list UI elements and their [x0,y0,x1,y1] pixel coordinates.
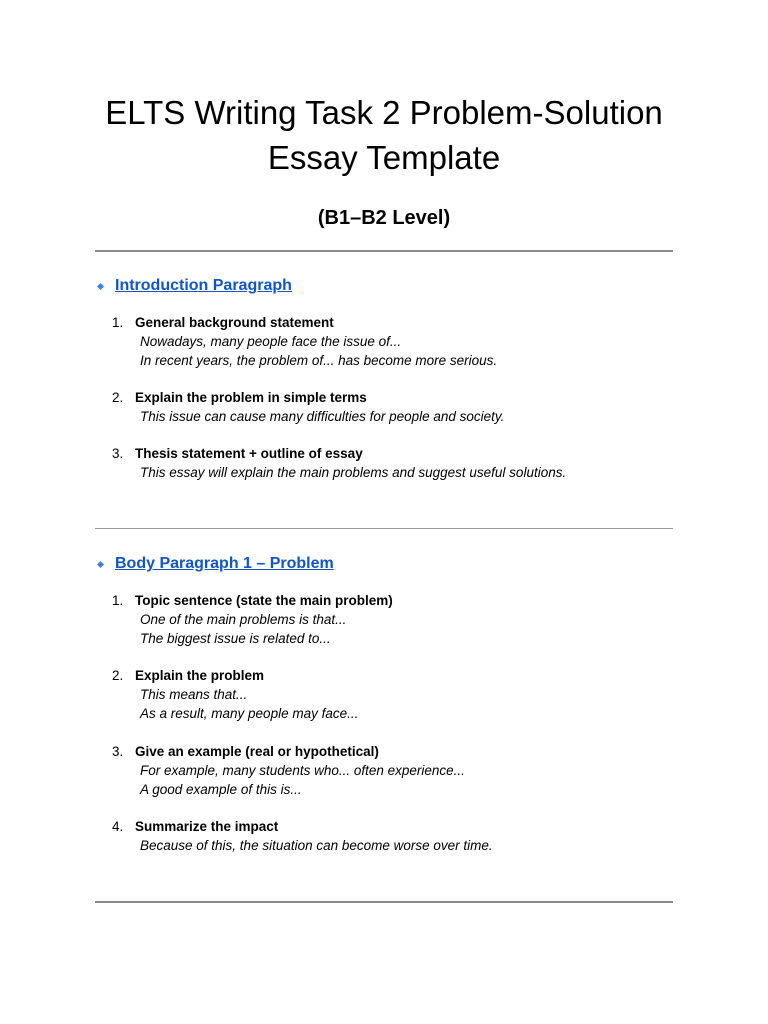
item-label: General background statement [135,315,334,330]
section-heading-introduction [97,275,292,297]
item-label: Explain the problem [135,668,265,683]
item-number: 1. [112,593,124,608]
item-example: Because of this, the situation can become worse over time. [140,838,493,853]
list-item [112,388,672,426]
item-example: The biggest issue is related to... [140,631,331,646]
item-example: This issue can cause many difficulties for people and society. [140,409,505,424]
item-number: 4. [112,819,124,834]
document-subtitle: (B1–B2 Level) [317,207,451,229]
item-label: Give an example (real or hypothetical) [135,744,379,759]
title-line-1: ELTS Writing Task 2 Problem-Solution [105,94,663,131]
document-title [0,90,768,180]
list-item [112,591,672,648]
section-heading-body-1 [97,553,334,575]
item-example: This means that... [140,687,248,702]
item-number: 2. [112,668,124,683]
item-example: This essay will explain the main problems and suggest useful solutions. [140,465,567,480]
list-item [112,444,672,482]
item-number: 3. [112,744,124,759]
item-example: Nowadays, many people face the issue of... [140,334,402,349]
list-item [112,666,672,723]
divider [95,250,673,252]
title-line-2: Essay Template [267,139,501,176]
diamond-bullet-icon [97,560,104,567]
item-example: For example, many students who... often experience... [140,763,465,778]
item-example: One of the main problems is that... [140,612,347,627]
item-label: Topic sentence (state the main problem) [135,593,393,608]
item-example: In recent years, the problem of... has become more serious. [140,353,498,368]
section-link-body-1[interactable]: Body Paragraph 1 – Problem [115,555,334,572]
list-item [112,742,672,799]
item-number: 2. [112,390,124,405]
item-number: 1. [112,315,124,330]
item-example: As a result, many people may face... [140,706,359,721]
list-item [112,817,672,855]
diamond-bullet-icon [97,282,104,289]
list-item [112,313,672,370]
divider [95,901,673,903]
section-link-introduction[interactable]: Introduction Paragraph [115,277,292,294]
divider [95,528,673,529]
item-label: Thesis statement + outline of essay [135,446,363,461]
item-example: A good example of this is... [140,782,302,797]
item-number: 3. [112,446,124,461]
item-label: Summarize the impact [135,819,279,834]
item-label: Explain the problem in simple terms [135,390,367,405]
